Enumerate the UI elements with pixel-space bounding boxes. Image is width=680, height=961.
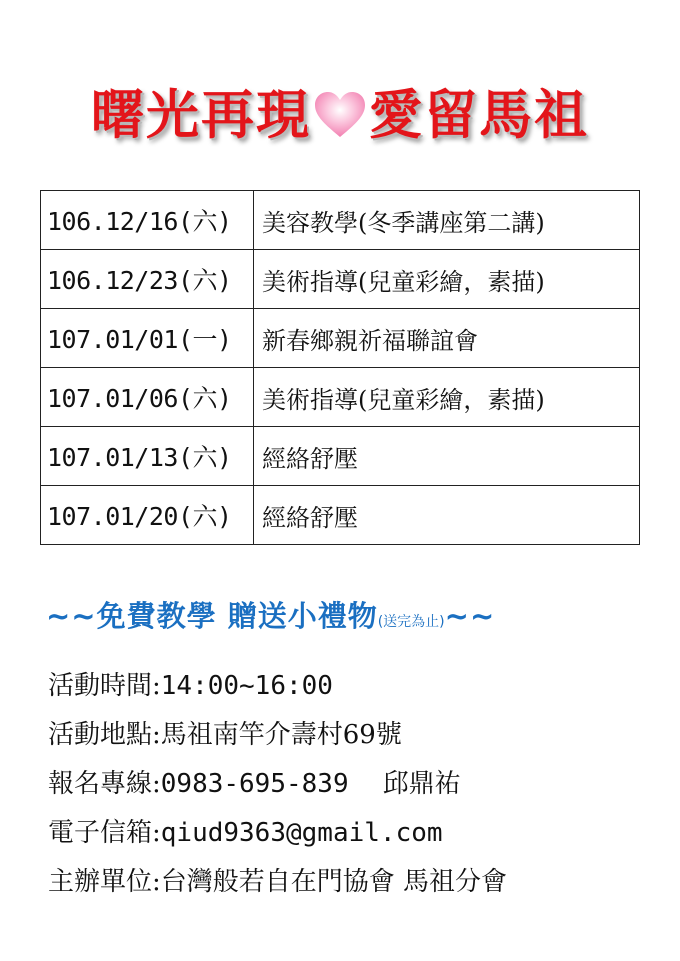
table-row <box>41 427 640 486</box>
promo-note: (送完為止) <box>377 614 445 630</box>
info-time-label: 活動時間: <box>48 671 161 701</box>
title-part-1: 曙光再現 <box>91 84 311 146</box>
table-row <box>41 368 640 427</box>
info-organizer-value: 台灣般若自在門協會 馬祖分會 <box>160 867 508 897</box>
schedule-date: 106.12/16(六) <box>41 191 254 250</box>
info-organizer-row <box>48 858 668 907</box>
info-place-value: 馬祖南竿介壽村69號 <box>160 720 402 750</box>
info-organizer-label: 主辦單位: <box>48 867 161 897</box>
poster-title <box>0 80 680 150</box>
info-contact-name: 邱鼎祐 <box>382 769 461 799</box>
info-place-row <box>48 711 668 760</box>
schedule-date: 107.01/13(六) <box>41 427 254 486</box>
info-time-row <box>48 662 668 711</box>
schedule-table <box>40 190 640 545</box>
schedule-date: 107.01/06(六) <box>41 368 254 427</box>
schedule-event: 經絡舒壓 <box>254 486 640 545</box>
table-row <box>41 309 640 368</box>
info-time-value: 14:00~16:00 <box>160 671 333 701</box>
promo-banner <box>46 594 495 635</box>
info-email-value: qiud9363@gmail.com <box>160 818 443 848</box>
schedule-date: 107.01/20(六) <box>41 486 254 545</box>
info-email-label: 電子信箱: <box>48 818 161 848</box>
schedule-event: 新春鄉親祈福聯誼會 <box>254 309 640 368</box>
table-row <box>41 486 640 545</box>
info-place-label: 活動地點: <box>48 720 161 750</box>
heart-icon <box>313 91 367 139</box>
title-part-2: 愛留馬祖 <box>369 84 589 146</box>
table-row <box>41 250 640 309</box>
schedule-date: 107.01/01(一) <box>41 309 254 368</box>
schedule-date: 106.12/23(六) <box>41 250 254 309</box>
info-phone-value: 0983-695-839 <box>160 769 349 799</box>
promo-tail: ~~ <box>444 599 496 633</box>
promo-main: ~~免費教學 贈送小禮物 <box>46 599 378 633</box>
info-email-row <box>48 809 668 858</box>
table-row <box>41 191 640 250</box>
event-info <box>48 662 668 907</box>
schedule-event: 美術指導(兒童彩繪，素描) <box>254 250 640 309</box>
info-phone-row <box>48 760 668 809</box>
schedule-event: 美術指導(兒童彩繪，素描) <box>254 368 640 427</box>
schedule-event: 美容教學(冬季講座第二講) <box>254 191 640 250</box>
info-phone-label: 報名專線: <box>48 769 161 799</box>
schedule-event: 經絡舒壓 <box>254 427 640 486</box>
